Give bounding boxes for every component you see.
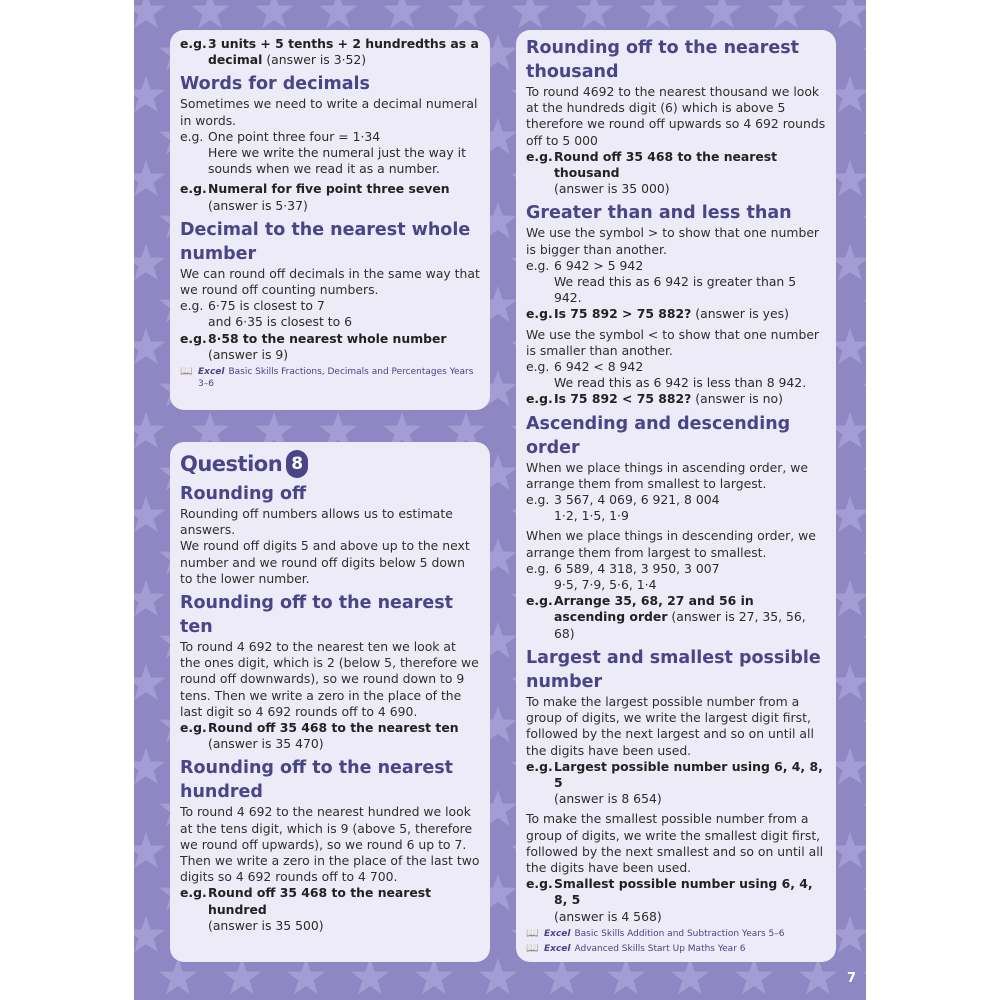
nearest-hundred-body: To round 4 692 to the nearest hundred we look at the tens digit, which is 9 (above 5, therefore we round off upwards), so we round 6 up to 7. Then we write a zero in the place of the last two digits so 4 692 rounds off to 4 700. [180, 804, 480, 885]
nearest-thousand-heading: Rounding off to the nearest thousand [526, 38, 799, 82]
star-shape [831, 748, 866, 784]
nearest-thousand-example [526, 149, 826, 198]
greater-example-line: We read this as 6 942 is greater than 5 942. [554, 274, 797, 306]
arrange-example [526, 593, 826, 642]
book-icon: 📖 [180, 366, 193, 378]
reference-text: Basic Skills Fractions, Decimals and Percentages Years 3–6 [198, 367, 474, 390]
star-shape [134, 0, 165, 28]
eg-label: e.g. [180, 885, 207, 901]
brand-name: Excel [198, 367, 225, 378]
intro-example [180, 36, 480, 68]
star-shape [511, 0, 549, 28]
greater-example-1 [526, 258, 826, 307]
star-shape [134, 832, 165, 868]
smallest-example [526, 876, 826, 925]
star-shape [447, 0, 485, 28]
nearest-ten-question: Round off 35 468 to the nearest ten [208, 720, 459, 736]
star-shape [735, 958, 773, 994]
eg-label: e.g. [180, 720, 207, 736]
nearest-hundred-question: Round off 35 468 to the nearest hundred [208, 885, 432, 917]
nearest-example-line: 6·75 is closest to 7 [208, 298, 325, 314]
nearest-example-2 [180, 331, 480, 363]
descending-body: When we place things in descending order, we arrange them from largest to smallest. [526, 528, 816, 560]
star-shape [671, 958, 709, 994]
nearest-ten-answer: (answer is 35 470) [208, 736, 324, 752]
star-shape [831, 832, 866, 868]
star-shape [863, 874, 866, 910]
words-for-decimals-heading: Words for decimals [180, 74, 370, 95]
star-shape [863, 286, 866, 322]
nearest-thousand-question: Round off 35 468 to the nearest thousand [554, 148, 778, 181]
star-shape [863, 790, 866, 826]
eg-label: e.g. [526, 257, 550, 273]
descending-example [526, 561, 826, 593]
question-number-badge: 8 [286, 450, 308, 478]
star-shape [255, 0, 293, 28]
nearest-example-1 [180, 298, 480, 330]
star-shape [287, 958, 325, 994]
order-heading: Ascending and descending order [526, 413, 791, 458]
book-reference [526, 928, 826, 940]
eg-label: e.g. [526, 306, 553, 322]
question-label: Question [180, 452, 283, 476]
less-example-2 [526, 391, 826, 407]
eg-label: e.g. [526, 560, 550, 576]
book-icon: 📖 [526, 942, 539, 954]
ascending-example-line: 3 567, 4 069, 6 921, 8 004 [554, 492, 720, 508]
greater-example-2 [526, 306, 826, 322]
book-reference [526, 943, 826, 955]
nearest-ten-body: To round 4 692 to the nearest ten we look at the ones digit, which is 2 (below 5, therefore we round off downwards), so we round down to 9 tens. Then we write a zero in the place of the last digit so 4 692 rounds off to 4 690. [180, 639, 479, 719]
star-shape [134, 328, 165, 364]
star-shape [831, 76, 866, 112]
largest-question: Largest possible number using 6, 4, 8, 5 [554, 758, 823, 790]
nearest-hundred-answer: (answer is 35 500) [208, 917, 324, 933]
star-shape [831, 244, 866, 280]
greater-example-line: 6 942 > 5 942 [554, 257, 644, 273]
descending-example-line: 9·5, 7·9, 5·6, 1·4 [554, 577, 657, 593]
nearest-ten-heading: Rounding off to the nearest ten [180, 593, 453, 638]
star-shape [134, 496, 165, 532]
eg-label: e.g. [180, 330, 207, 346]
largest-smallest-heading: Largest and smallest possible number [526, 647, 821, 692]
star-shape [383, 0, 421, 28]
star-shape [863, 958, 866, 994]
star-shape [134, 664, 165, 700]
eg-label: e.g. [180, 128, 204, 144]
nearest-example-answer: (answer is 9) [208, 346, 289, 362]
star-shape [134, 76, 165, 112]
star-shape [543, 958, 581, 994]
star-shape [863, 538, 866, 574]
star-shape [831, 916, 866, 952]
ordering-card [516, 30, 836, 962]
largest-answer: (answer is 8 654) [554, 791, 662, 807]
star-shape [479, 958, 517, 994]
ascending-body: When we place things in ascending order, we arrange them from smallest to largest. [526, 459, 808, 491]
star-shape [863, 370, 866, 406]
smallest-question: Smallest possible number using 6, 4, 8, 5 [554, 876, 813, 908]
arrange-answer: (answer is 27, 35, 56, 68) [554, 609, 806, 641]
star-shape [831, 496, 866, 532]
descending-example-line: 6 589, 4 318, 3 950, 3 007 [554, 560, 720, 576]
star-shape [831, 328, 866, 364]
nearest-example-question: 8·58 to the nearest whole number [208, 330, 447, 346]
star-shape [191, 0, 229, 28]
book-icon: 📖 [526, 927, 539, 939]
nearest-hundred-heading: Rounding off to the nearest hundred [180, 758, 453, 803]
page-number: 7 [846, 971, 856, 986]
smallest-answer: (answer is 4 568) [554, 908, 662, 924]
less-example-1 [526, 359, 826, 391]
intro-example-answer: (answer is 3·52) [266, 52, 367, 68]
greater-body: We use the symbol > to show that one number is bigger than another. [526, 225, 820, 257]
star-shape [767, 0, 805, 28]
brand-name: Excel [544, 928, 571, 939]
rounding-body: We round off digits 5 and above up to the next number and we round off digits below 5 down to the lower number. [180, 538, 470, 586]
star-shape [134, 748, 165, 784]
star-shape [863, 622, 866, 658]
words-example-question: Numeral for five point three seven [208, 181, 450, 197]
star-shape [831, 160, 866, 196]
star-shape [159, 958, 197, 994]
star-shape [351, 958, 389, 994]
star-shape [703, 0, 741, 28]
rounding-body: Rounding off numbers allows us to estimate answers. [180, 506, 453, 538]
reference-text: Basic Skills Addition and Subtraction Years 5–6 [574, 928, 785, 939]
nearest-thousand-body: To round 4692 to the nearest thousand we look at the hundreds digit (6) which is above 5 therefore we round off upwards so 4 692 rounds off to 5 000 [526, 84, 826, 148]
nearest-body: We can round off decimals in the same way that we round off counting numbers. [180, 265, 480, 298]
largest-body: To make the largest possible number from a group of digits, we write the largest digit first, followed by the next largest and so on until all the digits have been used. [526, 693, 814, 758]
brand-name: Excel [544, 943, 571, 954]
rounding-off-heading: Rounding off [180, 484, 307, 504]
eg-label: e.g. [526, 359, 550, 375]
eg-label: e.g. [180, 181, 207, 197]
star-shape [831, 580, 866, 616]
less-example-line: We read this as 6 942 is less than 8 942. [554, 375, 807, 391]
star-shape [134, 580, 165, 616]
star-shape [319, 0, 357, 28]
eg-label: e.g. [526, 492, 550, 508]
nearest-thousand-answer: (answer is 35 000) [554, 181, 670, 197]
smallest-body: To make the smallest possible number from a group of digits, we write the smallest digit first, followed by the next smallest and so on until all the digits have been used. [526, 811, 824, 875]
greater-less-heading: Greater than and less than [526, 203, 792, 224]
eg-label: e.g. [526, 148, 553, 164]
words-example-line: One point three four = 1·34 [208, 128, 381, 144]
star-shape [575, 0, 613, 28]
star-shape [134, 412, 165, 448]
words-example-1 [180, 129, 480, 178]
less-example-line: 6 942 < 8 942 [554, 359, 644, 375]
star-shape [223, 958, 261, 994]
book-reference [180, 366, 480, 390]
star-shape [863, 34, 866, 70]
words-example-explanation: Here we write the numeral just the way it sounds when we read it as a number. [208, 145, 466, 177]
star-shape [863, 202, 866, 238]
eg-label: e.g. [526, 593, 553, 609]
arrange-question: Arrange 35, 68, 27 and 56 in ascending order [554, 593, 754, 625]
nearest-example-line: and 6·35 is closest to 6 [208, 314, 353, 330]
star-shape [863, 706, 866, 742]
greater-answer: (answer is yes) [695, 306, 789, 322]
words-example-answer: (answer is 5·37) [208, 197, 308, 213]
question-8-card [170, 442, 490, 962]
eg-label: e.g. [526, 876, 553, 892]
eg-label: e.g. [180, 36, 207, 51]
decimals-card [170, 30, 490, 410]
star-shape [134, 916, 165, 952]
less-answer: (answer is no) [695, 391, 783, 407]
star-shape [134, 160, 165, 196]
star-shape [863, 118, 866, 154]
eg-label: e.g. [526, 758, 553, 774]
ascending-example [526, 492, 826, 524]
worksheet-page [134, 0, 866, 1000]
star-shape [799, 958, 837, 994]
star-shape [863, 454, 866, 490]
eg-label: e.g. [526, 391, 553, 407]
nearest-hundred-example [180, 885, 480, 934]
star-shape [831, 412, 866, 448]
star-shape [607, 958, 645, 994]
words-body: Sometimes we need to write a decimal numeral in words. [180, 96, 478, 128]
star-shape [415, 958, 453, 994]
star-shape [831, 664, 866, 700]
question-header [180, 450, 480, 478]
eg-label: e.g. [180, 298, 204, 314]
nearest-whole-number-heading: Decimal to the nearest whole number [180, 219, 471, 264]
intro-example-text: 3 units + 5 tenths + 2 hundredths as a decimal [208, 36, 479, 68]
less-question: Is 75 892 < 75 882? [554, 391, 692, 407]
nearest-ten-example [180, 720, 480, 752]
ascending-example-line: 1·2, 1·5, 1·9 [554, 508, 629, 524]
less-body: We use the symbol < to show that one number is smaller than another. [526, 326, 820, 358]
words-example-2 [180, 181, 480, 213]
largest-example [526, 759, 826, 808]
star-shape [831, 0, 866, 28]
greater-question: Is 75 892 > 75 882? [554, 306, 692, 322]
star-shape [134, 244, 165, 280]
reference-text: Advanced Skills Start Up Maths Year 6 [574, 943, 746, 954]
star-shape [639, 0, 677, 28]
